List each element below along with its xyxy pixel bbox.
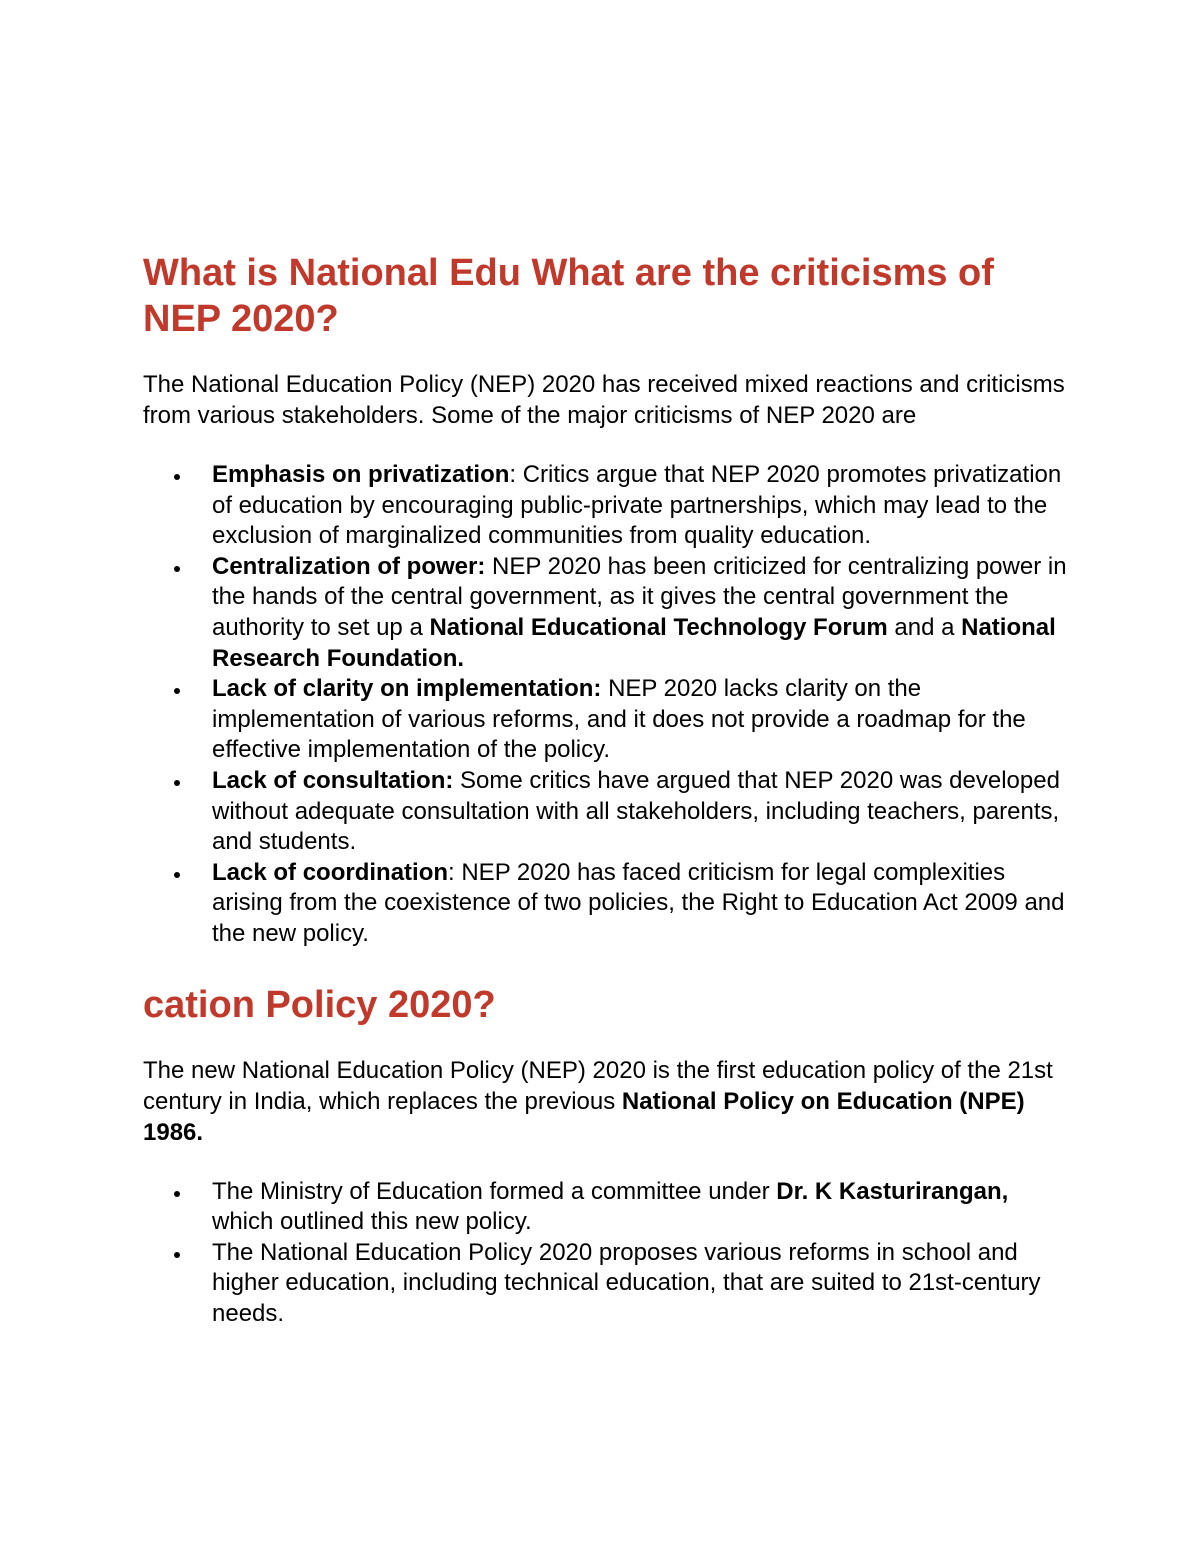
item-text: : NEP 2020 has faced criticism for legal complexities arising from the coexistence of two policies, the Right to Education Act 2009 and the new policy.	[212, 858, 1065, 947]
item-text: NEP 2020 has been criticized for centralizing power in the hands of the central government, as it gives the central government the authority to set up a	[212, 552, 1067, 641]
item-text: Some critics have argued that NEP 2020 was developed without adequate consultation with all stakeholders, including teachers, parents, and students.	[212, 766, 1060, 856]
item-emphasis: Dr. K Kasturirangan,	[776, 1177, 1009, 1205]
item-emphasis: National Research Foundation.	[212, 613, 1056, 672]
bullet-icon	[174, 1191, 180, 1197]
document-page	[143, 250, 1073, 1329]
criticisms-list	[143, 460, 1073, 950]
item-text: which outlined this new policy.	[212, 1208, 532, 1236]
list-item	[212, 766, 1073, 858]
list-item	[212, 460, 1073, 552]
bullet-icon	[174, 566, 180, 572]
item-emphasis: National Educational Technology Forum	[429, 613, 888, 641]
section-heading-policy: cation Policy 2020?	[143, 983, 496, 1026]
section-heading-criticisms: What is National Edu What are the criticisms of NEP 2020?	[143, 252, 994, 340]
policy-paragraph	[143, 1055, 1073, 1148]
paragraph-emphasis: National Policy on Education (NPE) 1986.	[143, 1087, 1025, 1146]
list-item	[212, 674, 1073, 766]
item-title: Centralization of power:	[212, 552, 486, 580]
item-text: : Critics argue that NEP 2020 promotes privatization of education by encouraging public-private partnerships, which may lead to the exclusion of marginalized communities from quality education.	[212, 461, 1062, 550]
list-item	[212, 858, 1073, 950]
bullet-icon	[174, 688, 180, 694]
list-item	[212, 552, 1073, 674]
item-text: NEP 2020 lacks clarity on the implementation of various reforms, and it does not provide a roadmap for the effective implementation of the policy.	[212, 675, 1026, 764]
item-title: Lack of coordination	[212, 858, 449, 886]
policy-list	[143, 1177, 1073, 1330]
item-text: The National Education Policy 2020 proposes various reforms in school and higher education, including technical education, that are suited to 21st-century needs.	[212, 1238, 1041, 1327]
item-title: Emphasis on privatization	[212, 461, 510, 488]
list-item	[212, 1238, 1073, 1330]
item-title: Lack of clarity on implementation:	[212, 675, 602, 703]
item-title: Lack of consultation:	[212, 766, 454, 794]
bullet-icon	[174, 474, 180, 480]
bullet-icon	[174, 872, 180, 878]
item-text: and a	[887, 613, 962, 641]
item-text: The Ministry of Education formed a committee under	[212, 1177, 777, 1205]
intro-paragraph: The National Education Policy (NEP) 2020 has received mixed reactions and criticisms from various stakeholders. Some of the major criticisms of NEP 2020 are	[143, 371, 1065, 429]
bullet-icon	[174, 1252, 180, 1258]
list-item	[212, 1177, 1073, 1238]
paragraph-text: The new National Education Policy (NEP) 2020 is the first education policy of the 21st century in India, which replaces the previous	[143, 1056, 1053, 1115]
bullet-icon	[174, 780, 180, 786]
